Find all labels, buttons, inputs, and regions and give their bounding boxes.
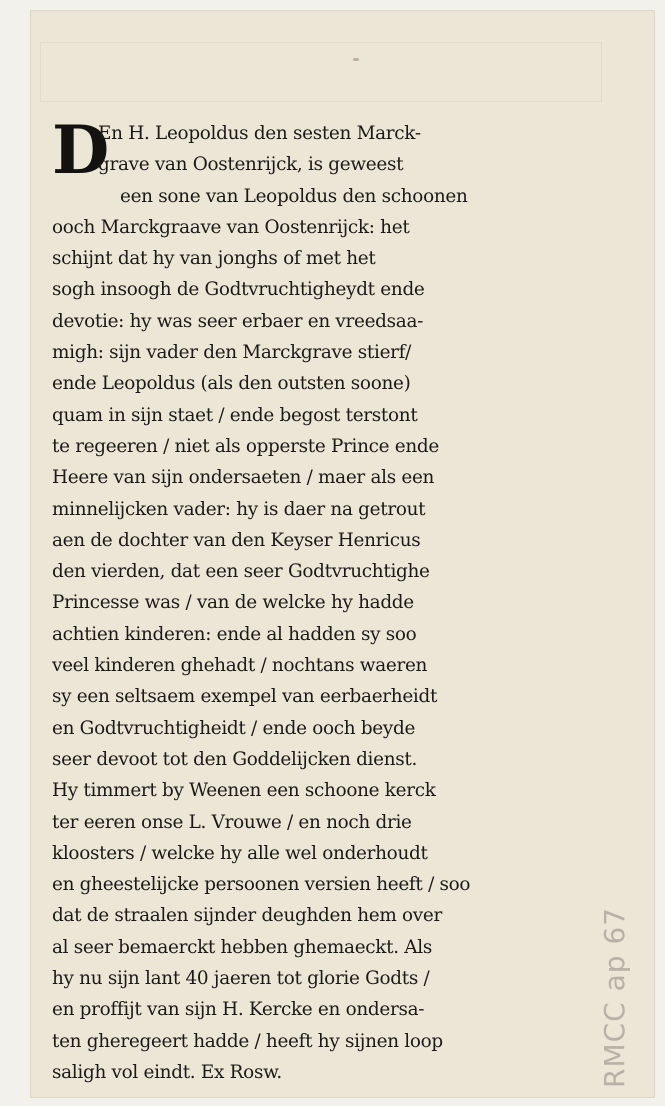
text-line: dat de straalen sijnder deughden hem over <box>52 905 442 927</box>
text-line: en proffijt van sijn H. Kercke en ondersa- <box>52 999 425 1021</box>
text-line: den vierden, dat een seer Godtvruchtighe <box>52 561 430 583</box>
text-line: Hy timmert by Weenen een schoone kerck <box>52 780 436 802</box>
text-line: al seer bemaerckt hebben ghemaeckt. Als <box>52 936 433 958</box>
text-line: seer devoot tot den Goddelijcken dienst. <box>52 748 418 770</box>
text-line: Heere van sijn ondersaeten / maer als een <box>52 467 435 489</box>
text-line: achtien kinderen: ende al hadden sy soo <box>52 623 417 645</box>
text-line: ooch Marckgraave van Oostenrijck: het <box>52 216 410 238</box>
text-line: minnelijcken vader: hy is daer na getrout <box>52 498 426 520</box>
text-line: en Godtvruchtigheidt / ende ooch beyde <box>52 717 416 739</box>
text-line: kloosters / welcke hy alle wel onderhoudt <box>52 842 428 864</box>
text-line: quam in sijn staet / ende begost terstont <box>52 404 418 426</box>
text-line: veel kinderen ghehadt / nochtans waeren <box>52 655 428 677</box>
ink-mark <box>353 58 359 61</box>
text-line: te regeeren / niet als opperste Prince ende <box>52 435 439 457</box>
text-line: en gheestelijcke persoonen versien heeft / soo <box>52 874 471 896</box>
text-line: een sone van Leopoldus den schoonen <box>120 185 468 207</box>
text-line: saligh vol eindt. Ex Rosw. <box>52 1061 282 1083</box>
text-line: aen de dochter van den Keyser Henricus <box>52 529 421 551</box>
drop-cap: D <box>52 111 110 189</box>
text-line: devotie: hy was seer erbaer en vreedsaa- <box>52 310 424 332</box>
text-line: ende Leopoldus (als den outsten soone) <box>52 373 411 395</box>
text-line: ten gheregeert hadde / heeft hy sijnen loop <box>52 1030 443 1052</box>
text-line: Princesse was / van de welcke hy hadde <box>52 592 414 614</box>
text-line: sogh insoogh de Godtvruchtigheydt ende <box>52 279 425 301</box>
text-line: sy een seltsaem exempel van eerbaerheidt <box>52 686 438 708</box>
faint-print-border <box>40 42 602 102</box>
text-line: schijnt dat hy van jonghs of met het <box>52 248 376 270</box>
text-line: ter eeren onse L. Vrouwe / en noch drie <box>52 811 412 833</box>
text-line: En H. Leopoldus den sesten Marck- <box>98 123 421 144</box>
text-line: grave van Oostenrijck, is geweest <box>98 154 404 176</box>
text-line: migh: sijn vader den Marckgrave stierf/ <box>52 342 412 364</box>
body-text <box>52 111 592 1088</box>
text-line: hy nu sijn lant 40 jaeren tot glorie Godts / <box>52 968 430 990</box>
pencil-annotation: RMCC ap 67 <box>598 906 631 1088</box>
